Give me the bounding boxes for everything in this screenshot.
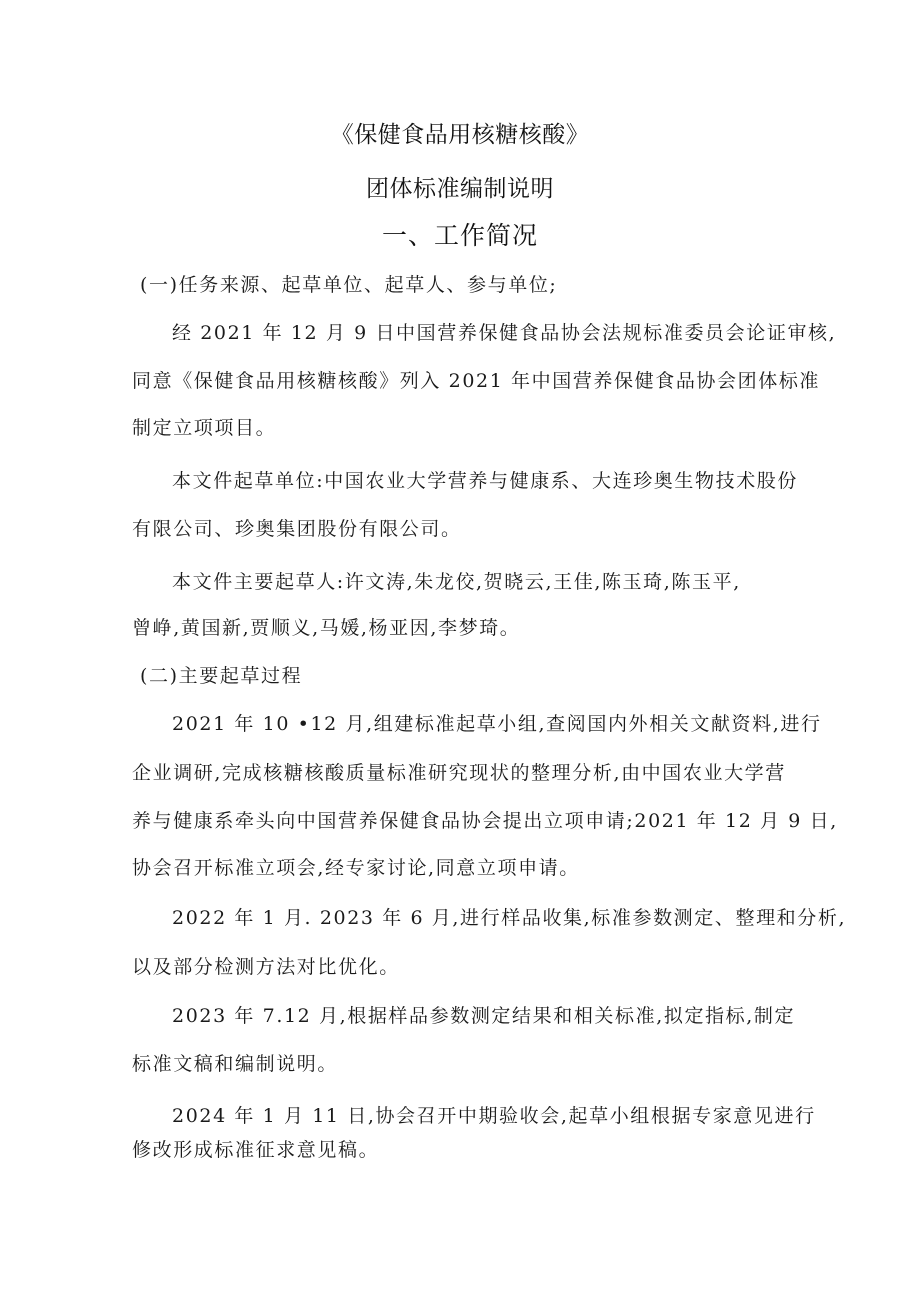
paragraph-line: 同意《保健食品用核糖核酸》列入 2021 年中国营养保健食品协会团体标准 [132,370,821,392]
paragraph-line: 有限公司、珍奥集团股份有限公司。 [132,518,462,540]
paragraph-line: 企业调研,完成核糖核酸质量标准研究现状的整理分析,由中国农业大学营 [132,762,786,784]
paragraph-line: 2021 年 10 •12 月,组建标准起草小组,查阅国内外相关文献资料,进行 [172,713,822,735]
section-heading-work-overview: 一、工作简况 [381,221,538,250]
paragraph-line: 2023 年 7.12 月,根据样品参数测定结果和相关标准,拟定指标,制定 [172,1005,796,1027]
paragraph-line: 标准文稿和编制说明。 [132,1053,339,1075]
paragraph-line: 以及部分检测方法对比优化。 [132,956,400,978]
paragraph-line: 2022 年 1 月. 2023 年 6 月,进行样品收集,标准参数测定、整理和分析, [172,907,847,929]
paragraph-line: 经 2021 年 12 月 9 日中国营养保健食品协会法规标准委员会论证审核, [172,322,837,344]
document-title: 《保健食品用核糖核酸》 [330,122,590,148]
paragraph-line: 修改形成标准征求意见稿。 [132,1139,380,1161]
paragraph-line: 协会召开标准立项会,经专家讨论,同意立项申请。 [132,857,580,879]
subsection-heading-task-source: (一)任务来源、起草单位、起草人、参与单位; [140,274,558,296]
paragraph-line: 养与健康系牵头向中国营养保健食品协会提出立项申请;2021 年 12 月 9 日, [132,810,838,832]
document-subtitle: 团体标准编制说明 [366,176,554,202]
paragraph-line: 2024 年 1 月 11 日,协会召开中期验收会,起草小组根据专家意见进行 [172,1105,816,1127]
subsection-heading-drafting-process: (二)主要起草过程 [140,665,303,687]
paragraph-line: 制定立项项目。 [132,417,277,439]
paragraph-line: 本文件起草单位:中国农业大学营养与健康系、大连珍奥生物技术股份 [172,470,799,492]
paragraph-line: 曾峥,黄国新,贾顺义,马媛,杨亚因,李梦琦。 [132,617,521,639]
paragraph-line: 本文件主要起草人:许文涛,朱龙佼,贺晓云,王佳,陈玉琦,陈玉平, [172,571,741,593]
